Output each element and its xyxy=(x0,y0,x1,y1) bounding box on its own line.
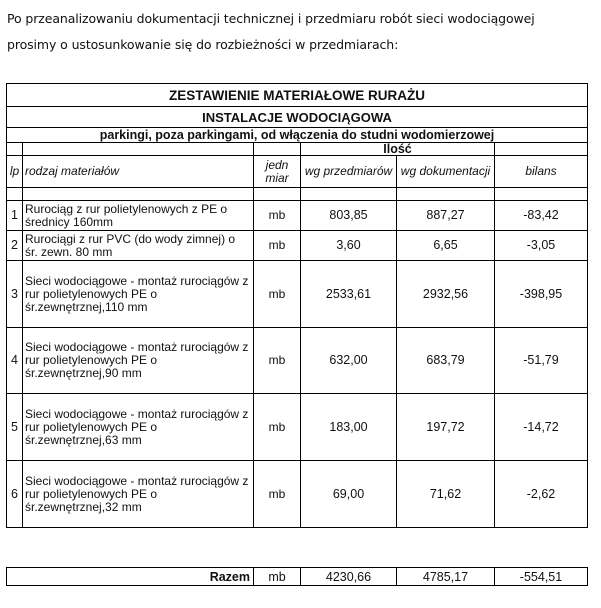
row-lp: 3 xyxy=(7,261,23,328)
summary-label: Razem xyxy=(7,568,254,586)
row-dokumentacja: 6,65 xyxy=(397,231,495,261)
table-subtitle-2: parkingi, poza parkingami, od włączenia do studni wodomierzowej xyxy=(7,128,588,143)
row-przedmiar: 803,85 xyxy=(301,201,397,231)
row-bilans: -3,05 xyxy=(495,231,588,261)
materials-table xyxy=(6,83,588,528)
row-bilans: -14,72 xyxy=(495,394,588,461)
table-subtitle2-row xyxy=(7,128,588,143)
summary-dokumentacja: 4785,17 xyxy=(397,568,495,586)
intro-text xyxy=(7,6,597,58)
header-dokumentacja: wg dokumentacji xyxy=(397,156,495,188)
row-bilans: -51,79 xyxy=(495,328,588,394)
row-bilans: -2,62 xyxy=(495,461,588,528)
row-lp: 2 xyxy=(7,231,23,261)
intro-line-1: Po przeanalizowaniu dokumentacji technicznej i przedmiaru robót sieci wodociągowej xyxy=(7,11,535,26)
row-lp: 4 xyxy=(7,328,23,394)
row-bilans: -398,95 xyxy=(495,261,588,328)
row-przedmiar: 632,00 xyxy=(301,328,397,394)
row-material: Sieci wodociągowe - montaż rurociągów z rur polietylenowych PE o śr.zewnętrznej,63 mm xyxy=(23,394,254,461)
row-unit: mb xyxy=(254,201,301,231)
row-dokumentacja: 2932,56 xyxy=(397,261,495,328)
header-lp: lp xyxy=(7,156,23,188)
header-material: rodzaj materiałów xyxy=(23,156,254,188)
intro-line-2: prosimy o ustosunkowanie się do rozbieżności w przedmiarach: xyxy=(7,37,399,52)
row-lp: 6 xyxy=(7,461,23,528)
row-przedmiar: 69,00 xyxy=(301,461,397,528)
row-material: Rurociąg z rur polietylenowych z PE o średnicy 160mm xyxy=(23,201,254,231)
row-przedmiar: 183,00 xyxy=(301,394,397,461)
header-unit: jedn miar xyxy=(254,156,301,188)
row-material: Sieci wodociągowe - montaż rurociągów z rur polietylenowych PE o śr.zewnętrznej,110 mm xyxy=(23,261,254,328)
row-unit: mb xyxy=(254,328,301,394)
table-row xyxy=(7,231,588,261)
table-row xyxy=(7,328,588,394)
table-row xyxy=(7,261,588,328)
header-bilans: bilans xyxy=(495,156,588,188)
row-material: Sieci wodociągowe - montaż rurociągów z rur polietylenowych PE o śr.zewnętrznej,32 mm xyxy=(23,461,254,528)
row-przedmiar: 3,60 xyxy=(301,231,397,261)
summary-unit: mb xyxy=(254,568,301,586)
row-material: Sieci wodociągowe - montaż rurociągów z rur polietylenowych PE o śr.zewnętrznej,90 mm xyxy=(23,328,254,394)
row-unit: mb xyxy=(254,231,301,261)
table-title-row xyxy=(7,84,588,107)
row-dokumentacja: 683,79 xyxy=(397,328,495,394)
table-subtitle: INSTALACJE WODOCIĄGOWA xyxy=(7,107,588,128)
spacer-row xyxy=(7,188,588,201)
table-title: ZESTAWIENIE MATERIAŁOWE RURAŻU xyxy=(7,84,588,107)
header-przedmiar: wg przedmiarów xyxy=(301,156,397,188)
table-row xyxy=(7,201,588,231)
row-material: Rurociągi z rur PVC (do wody zimnej) o śr. zewn. 80 mm xyxy=(23,231,254,261)
table-subtitle-row xyxy=(7,107,588,128)
summary-row xyxy=(7,568,588,586)
summary-przedmiar: 4230,66 xyxy=(301,568,397,586)
summary-bilans: -554,51 xyxy=(495,568,588,586)
row-dokumentacja: 71,62 xyxy=(397,461,495,528)
row-przedmiar: 2533,61 xyxy=(301,261,397,328)
row-dokumentacja: 197,72 xyxy=(397,394,495,461)
ilosc-header: Ilość xyxy=(301,143,495,156)
row-lp: 5 xyxy=(7,394,23,461)
row-unit: mb xyxy=(254,261,301,328)
row-unit: mb xyxy=(254,461,301,528)
row-lp: 1 xyxy=(7,201,23,231)
row-bilans: -83,42 xyxy=(495,201,588,231)
summary-table xyxy=(6,567,588,586)
table-row xyxy=(7,394,588,461)
column-header-row xyxy=(7,156,588,188)
table-row xyxy=(7,461,588,528)
row-unit: mb xyxy=(254,394,301,461)
row-dokumentacja: 887,27 xyxy=(397,201,495,231)
ilosc-row xyxy=(7,143,588,156)
